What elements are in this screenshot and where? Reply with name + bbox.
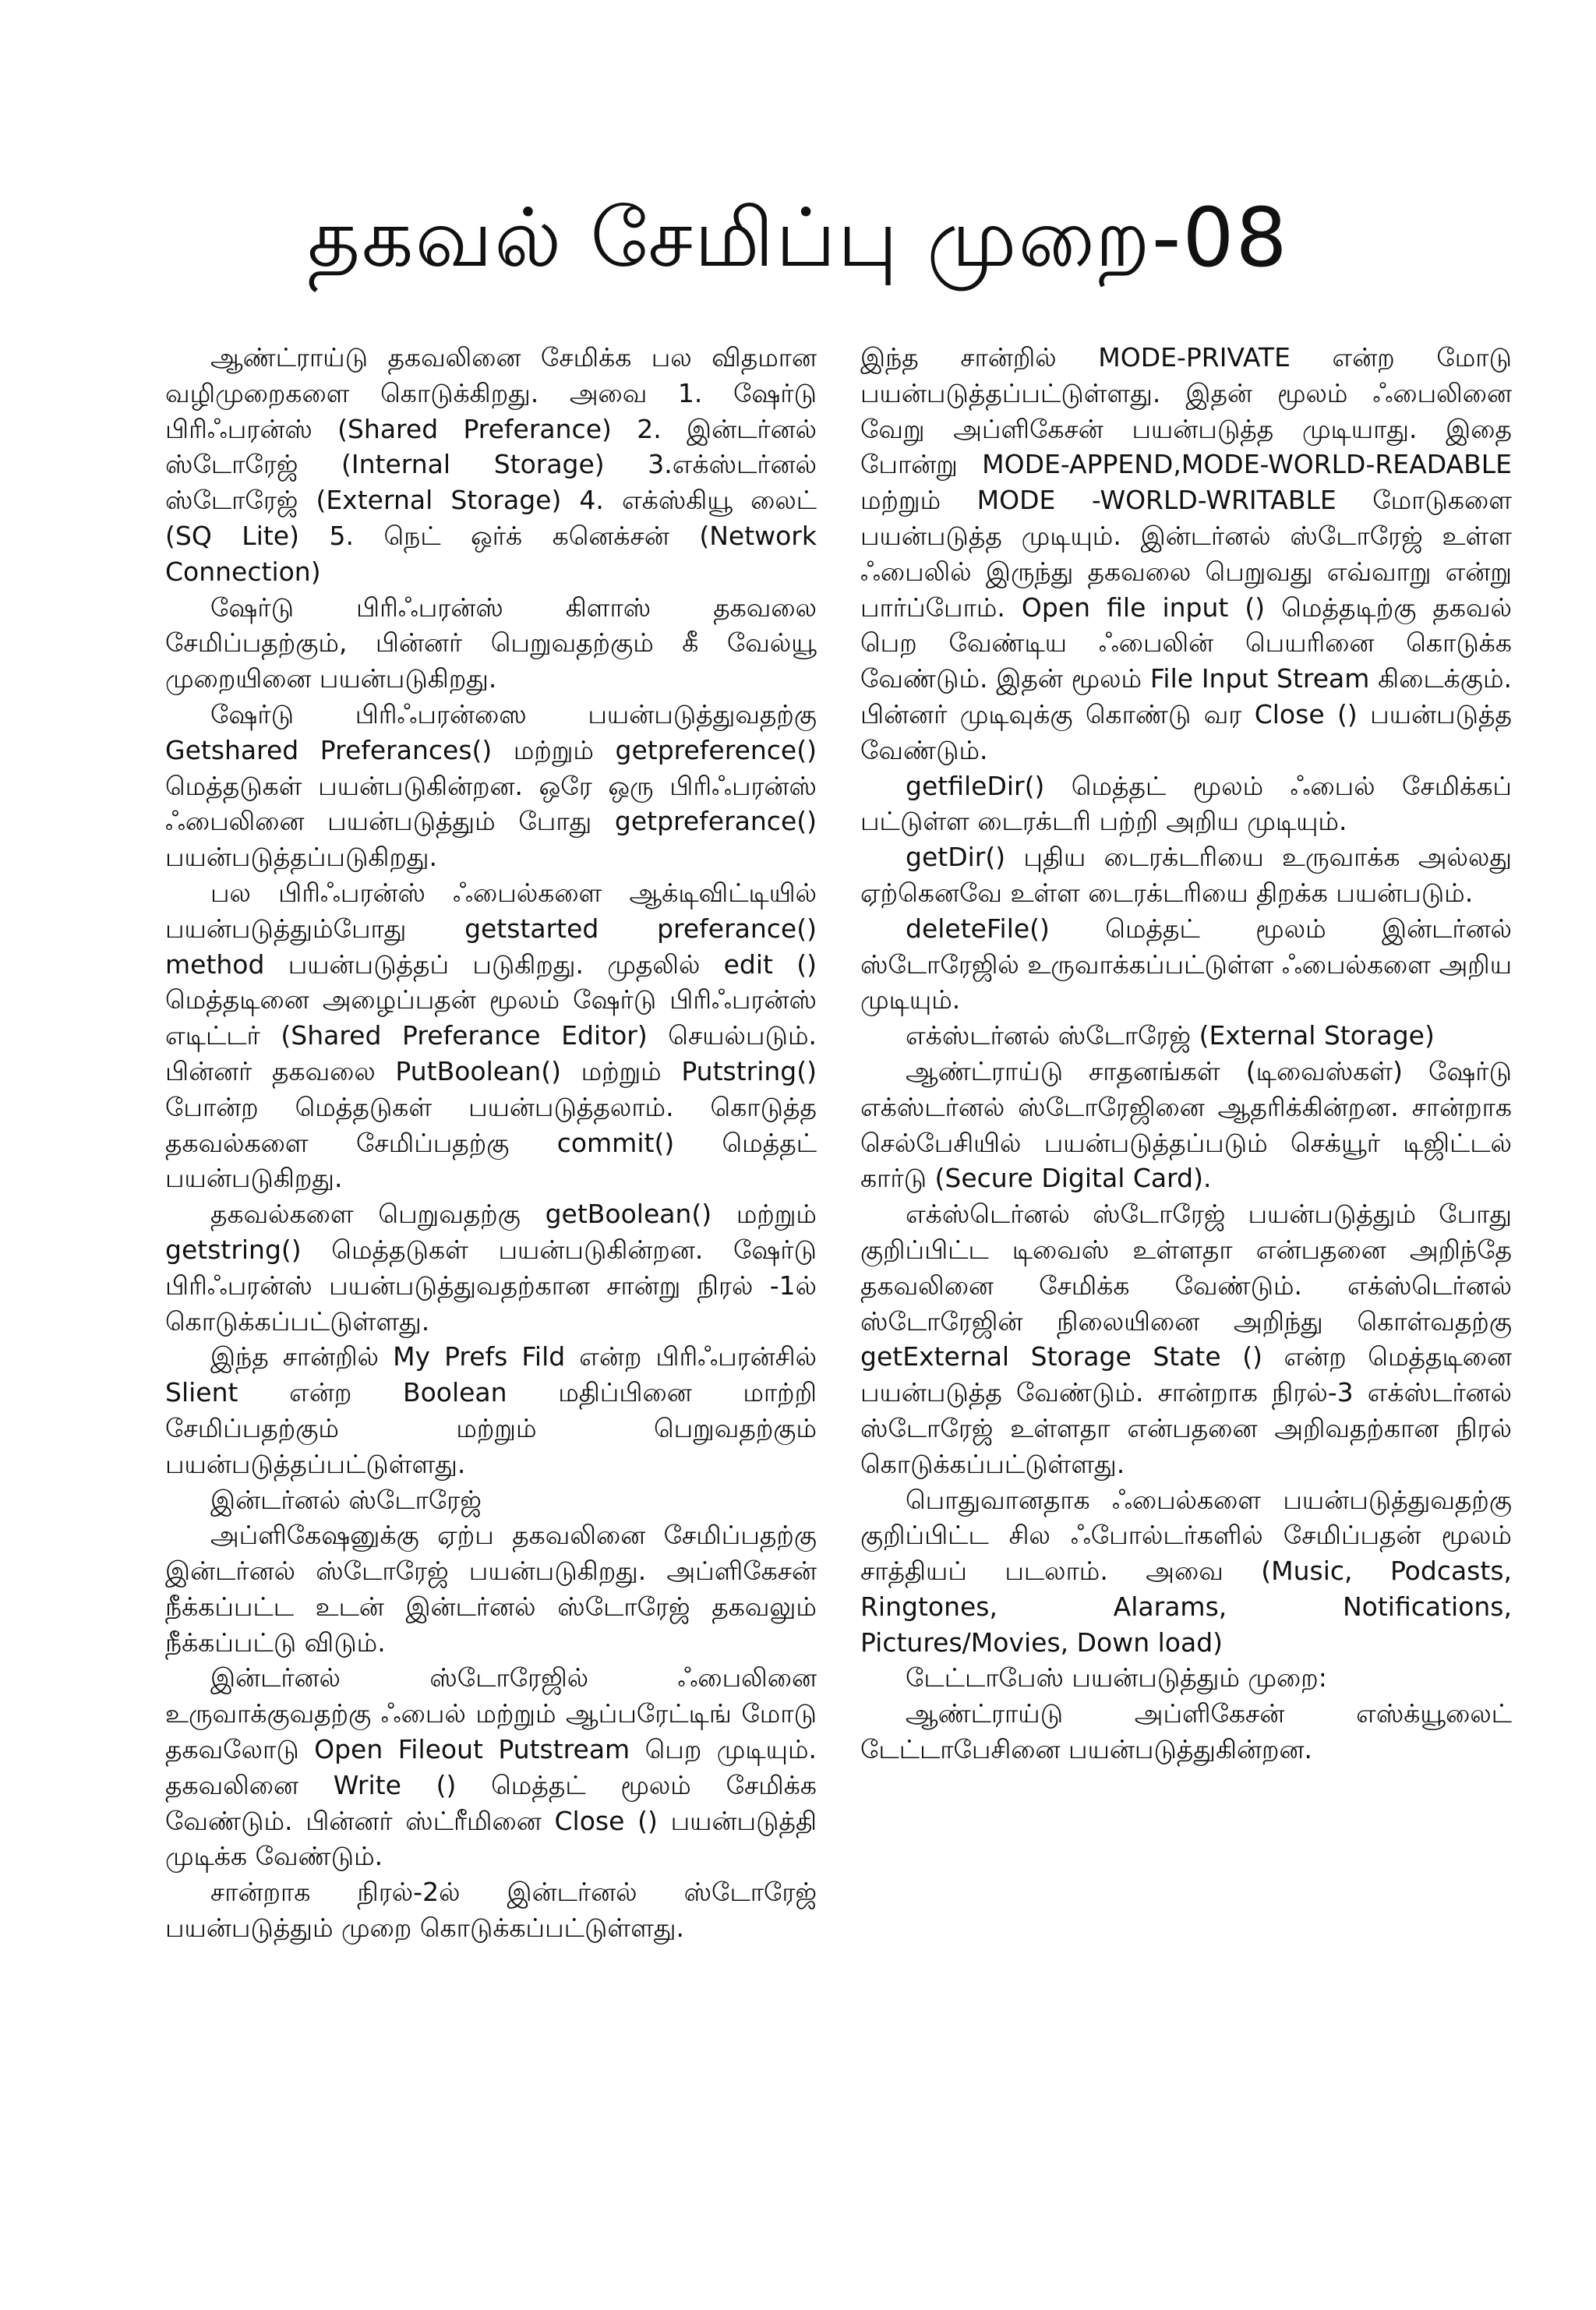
left-column xyxy=(165,340,817,1946)
section-heading: இன்டர்னல் ஸ்டோரேஜ் xyxy=(210,1484,482,1515)
paragraph: ஷேர்டு பிரிஃபரன்ஸை பயன்படுத்துவதற்கு Getshared Preferances() மற்றும் getpreference() மெத்தடுகள் பயன்படுகின்றன. ஒரே ஒரு பிரிஃபரன்ஸ் ஃபைலினை பயன்படுத்தும் போது getpreferance() பயன்படுத்தப்படுகிறது. xyxy=(165,698,817,873)
section-heading: டேட்டாபேஸ் பயன்படுத்தும் முறை: xyxy=(906,1662,1327,1694)
paragraph: ஷேர்டு பிரிஃபரன்ஸ் கிளாஸ் தகவலை சேமிப்பதற்கும், பின்னர் பெறுவதற்கும் கீ வேல்யூ முறையினை பயன்படுகிறது. xyxy=(165,592,817,694)
paragraph: எக்ஸ்டெர்னல் ஸ்டோரேஜ் பயன்படுத்தும் போது குறிப்பிட்ட டிவைஸ் உள்ளதா என்பதனை அறிந்தே தகவலினை சேமிக்க வேண்டும். எக்ஸ்டெர்னல் ஸ்டோரேஜின் நிலையினை அறிந்து கொள்வதற்கு getExternal Storage State () என்ற மெத்தடினை பயன்படுத்த வேண்டும். சான்றாக நிரல்-3 எக்ஸ்டர்னல் ஸ்டோரேஜ் உள்ளதா என்பதனை அறிவதற்கான நிரல் கொடுக்கப்பட்டுள்ளது. xyxy=(860,1199,1512,1479)
paragraph: தகவல்களை பெறுவதற்கு getBoolean() மற்றும் getstring() மெத்தடுகள் பயன்படுகின்றன. ஷேர்டு பிரிஃபரன்ஸ் பயன்படுத்துவதற்கான சான்று நிரல் -1ல் கொடுக்கப்பட்டுள்ளது. xyxy=(165,1199,817,1337)
paragraph: இந்த சான்றில் My Prefs Fild என்ற பிரிஃபரன்சில் Slient என்ற Boolean மதிப்பினை மாற்றி சேமிப்பதற்கும் மற்றும் பெறுவதற்கும் பயன்படுத்தப்பட்டுள்ளது. xyxy=(165,1341,817,1479)
paragraph: ஆண்ட்ராய்டு சாதனங்கள் (டிவைஸ்கள்) ஷேர்டு எக்ஸ்டர்னல் ஸ்டோரேஜினை ஆதரிக்கின்றன. சான்றாக செல்பேசியில் பயன்படுத்தப்படும் செக்யூர் டிஜிட்டல் கார்டு (Secure Digital Card). xyxy=(860,1055,1512,1194)
paragraph: getfileDir() மெத்தட் மூலம் ஃபைல் சேமிக்கப் பட்டுள்ள டைரக்டரி பற்றி அறிய முடியும். xyxy=(860,770,1512,837)
right-column xyxy=(860,340,1512,1768)
paragraph: இந்த சான்றில் MODE-PRIVATE என்ற மோடு பயன்படுத்தப்பட்டுள்ளது. இதன் மூலம் ஃபைலினை வேறு அப்ளிகேசன் பயன்படுத்த முடியாது. இதை போன்று MODE-APPEND,MODE-WORLD-READABLE மற்றும் MODE -WORLD-WRITABLE மோடுகளை பயன்படுத்த முடியும். இன்டர்னல் ஸ்டோரேஜ் உள்ள ஃபைலில் இருந்து தகவலை பெறுவது எவ்வாறு என்று பார்ப்போம். Open file input () மெத்தடிற்கு தகவல் பெற வேண்டிய ஃபைலின் பெயரினை கொடுக்க வேண்டும். இதன் மூலம் File Input Stream கிடைக்கும். பின்னர் முடிவுக்கு கொண்டு வர Close () பயன்படுத்த வேண்டும். xyxy=(860,342,1512,765)
paragraph: அப்ளிகேஷனுக்கு ஏற்ப தகவலினை சேமிப்பதற்கு இன்டர்னல் ஸ்டோரேஜ் பயன்படுகிறது. அப்ளிகேசன் நீக்கப்பட்ட உடன் இன்டர்னல் ஸ்டோரேஜ் தகவலும் நீக்கப்பட்டு விடும். xyxy=(165,1520,817,1658)
paragraph: சான்றாக நிரல்-2ல் இன்டர்னல் ஸ்டோரேஜ் பயன்படுத்தும் முறை கொடுக்கப்பட்டுள்ளது. xyxy=(165,1877,817,1944)
paragraph: பல பிரிஃபரன்ஸ் ஃபைல்களை ஆக்டிவிட்டியில் பயன்படுத்தும்போது getstarted preferance() method பயன்படுத்தப் படுகிறது. முதலில் edit () மெத்தடினை அழைப்பதன் மூலம் ஷேர்டு பிரிஃபரன்ஸ் எடிட்டர் (Shared Preferance Editor) செயல்படும். பின்னர் தகவலை PutBoolean() மற்றும் Putstring() போன்ற மெத்தடுகள் பயன்படுத்தலாம். கொடுத்த தகவல்களை சேமிப்பதற்கு commit() மெத்தட் பயன்படுகிறது. xyxy=(165,877,817,1194)
paragraph: ஆண்ட்ராய்டு அப்ளிகேசன் எஸ்க்யூலைட் டேட்டாபேசினை பயன்படுத்துகின்றன. xyxy=(860,1698,1512,1765)
paragraph: இன்டர்னல் ஸ்டோரேஜில் ஃபைலினை உருவாக்குவதற்கு ஃபைல் மற்றும் ஆப்பரேட்டிங் மோடு தகவலோடு Open Fileout Putstream பெற முடியும். தகவலினை Write () மெத்தட் மூலம் சேமிக்க வேண்டும். பின்னர் ஸ்ட்ரீமினை Close () பயன்படுத்தி முடிக்க வேண்டும். xyxy=(165,1662,817,1872)
paragraph: deleteFile() மெத்தட் மூலம் இன்டர்னல் ஸ்டோரேஜில் உருவாக்கப்பட்டுள்ள ஃபைல்களை அறிய முடியும். xyxy=(860,913,1512,1015)
paragraph: getDir() புதிய டைரக்டரியை உருவாக்க அல்லது ஏற்கெனவே உள்ள டைரக்டரியை திறக்க பயன்படும். xyxy=(860,842,1512,908)
section-heading: எக்ஸ்டர்னல் ஸ்டோரேஜ் (External Storage) xyxy=(906,1020,1435,1051)
page-title: தகவல் சேமிப்பு முறை-08 xyxy=(307,190,1289,285)
paragraph: ஆண்ட்ராய்டு தகவலினை சேமிக்க பல விதமான வழிமுறைகளை கொடுக்கிறது. அவை 1. ஷேர்டு பிரிஃபரன்ஸ் (Shared Preferance) 2. இன்டர்னல் ஸ்டோரேஜ் (Internal Storage) 3.எக்ஸ்டர்னல் ஸ்டோரேஜ் (External Storage) 4. எக்ஸ்கியூ லைட் (SQ Lite) 5. நெட் ஒர்க் கனெக்சன் (Network Connection) xyxy=(165,342,817,587)
paragraph: பொதுவானதாக ஃபைல்களை பயன்படுத்துவதற்கு குறிப்பிட்ட சில ஃபோல்டர்களில் சேமிப்பதன் மூலம் சாத்தியப் படலாம். அவை (Music, Podcasts, Ringtones, Alarams, Notifications, Pictures/Movies, Down load) xyxy=(860,1484,1512,1658)
